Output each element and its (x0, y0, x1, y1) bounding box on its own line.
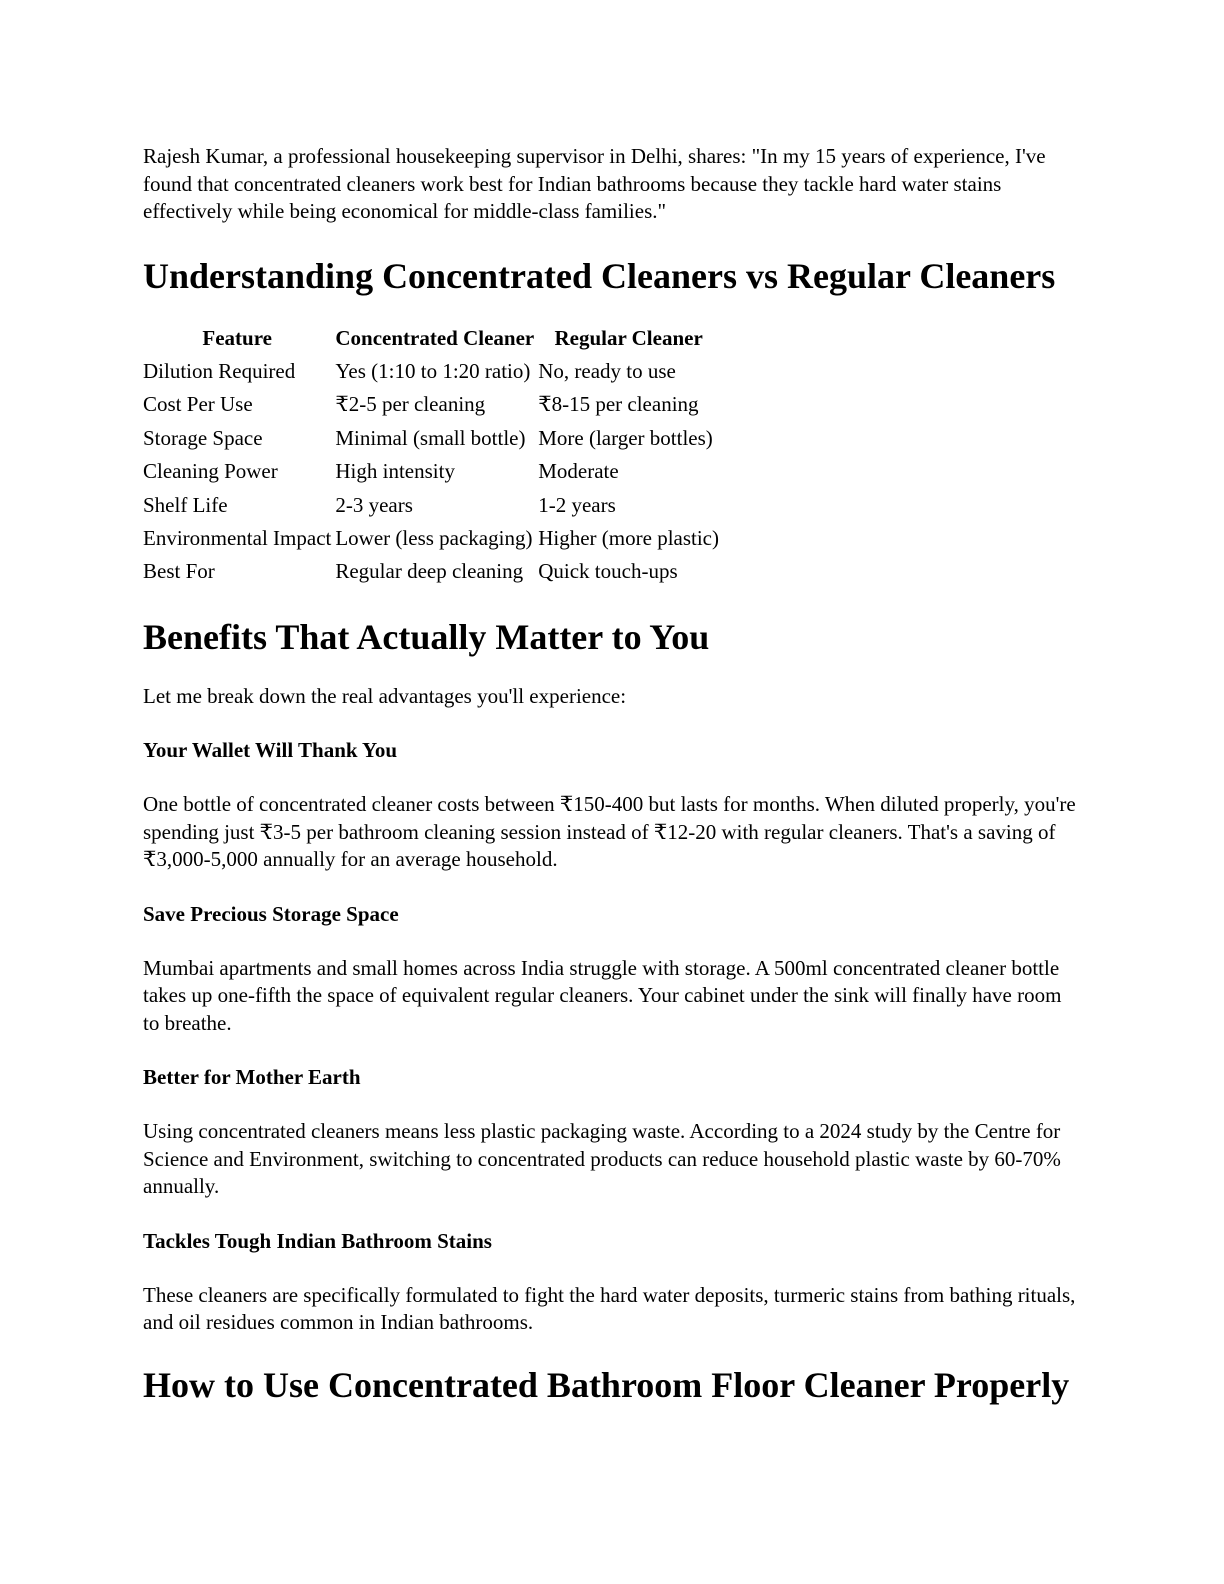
table-cell: Higher (more plastic) (538, 526, 720, 551)
comparison-table (141, 322, 721, 589)
benefit-text: Using concentrated cleaners means less plastic packaging waste. According to a 2024 study by the Centre for Science and Environment, switching to concentrated products can reduce household plastic waste by 60-70% annually. (143, 1119, 1061, 1199)
table-row (141, 422, 721, 455)
table-cell: Quick touch-ups (538, 559, 678, 584)
table-cell: High intensity (335, 459, 455, 484)
benefit-wallet (143, 737, 1078, 874)
table-cell: ₹8-15 per cleaning (538, 392, 699, 417)
table-cell: Storage Space (143, 425, 263, 450)
benefit-stains (143, 1228, 1078, 1337)
table-cell: 1-2 years (538, 492, 616, 517)
table-cell: Yes (1:10 to 1:20 ratio) (335, 359, 531, 384)
benefit-text: These cleaners are specifically formulated to fight the hard water deposits, turmeric stains from bathing rituals, and oil residues common in Indian bathrooms. (143, 1282, 1076, 1335)
table-cell: Environmental Impact (143, 526, 332, 551)
table-cell: Lower (less packaging) (335, 526, 533, 551)
intro-quote: Rajesh Kumar, a professional housekeeping supervisor in Delhi, shares: "In my 15 years of experience, I've found that concentrated cleaners work best for Indian bathrooms because they tackle hard water stains effectively while being economical for middle-class families." (143, 144, 1046, 223)
table-cell: Moderate (538, 459, 619, 484)
benefit-text: One bottle of concentrated cleaner costs between ₹150-400 but lasts for months. When diluted properly, you're spending just ₹3-5 per bathroom cleaning session instead of ₹12-20 with regular cleaners. That's a saving of ₹3,000-5,000 annually for an average household. (143, 792, 1076, 872)
table-row (141, 388, 721, 421)
benefit-storage (143, 901, 1078, 1038)
benefits-intro: Let me break down the real advantages you'll experience: (143, 683, 627, 708)
table-row (141, 355, 721, 388)
table-cell: ₹2-5 per cleaning (335, 392, 486, 417)
benefit-environment (143, 1064, 1078, 1201)
table-header-row (141, 322, 721, 355)
table-row (141, 455, 721, 488)
table-row (141, 522, 721, 555)
table-row (141, 488, 721, 521)
table-cell: Cleaning Power (143, 459, 278, 484)
table-cell: 2-3 years (335, 492, 413, 517)
benefit-title: Tackles Tough Indian Bathroom Stains (143, 1228, 492, 1253)
table-cell: Best For (143, 559, 215, 584)
table-cell: More (larger bottles) (538, 425, 713, 450)
table-header-cell: Concentrated Cleaner (335, 325, 535, 350)
benefit-title: Better for Mother Earth (143, 1065, 361, 1090)
section-heading-benefits: Benefits That Actually Matter to You (143, 616, 710, 657)
table-cell: No, ready to use (538, 359, 676, 384)
benefit-title: Save Precious Storage Space (143, 901, 399, 926)
table-header-cell: Regular Cleaner (554, 325, 703, 350)
table-row (141, 555, 721, 588)
benefit-text: Mumbai apartments and small homes across India struggle with storage. A 500ml concentrated cleaner bottle takes up one-fifth the space of equivalent regular cleaners. Your cabinet under the sink will finally have room to breathe. (143, 955, 1062, 1035)
benefit-title: Your Wallet Will Thank You (143, 738, 398, 763)
table-header-cell: Feature (202, 325, 272, 350)
table-cell: Cost Per Use (143, 392, 253, 417)
section-heading-how-to-use: How to Use Concentrated Bathroom Floor Cleaner Properly (143, 1364, 1070, 1405)
document-page (143, 143, 1078, 1407)
table-cell: Regular deep cleaning (335, 559, 524, 584)
table-cell: Shelf Life (143, 492, 228, 517)
table-cell: Minimal (small bottle) (335, 425, 526, 450)
table-cell: Dilution Required (143, 359, 296, 384)
section-heading-comparison: Understanding Concentrated Cleaners vs Regular Cleaners (143, 255, 1056, 296)
